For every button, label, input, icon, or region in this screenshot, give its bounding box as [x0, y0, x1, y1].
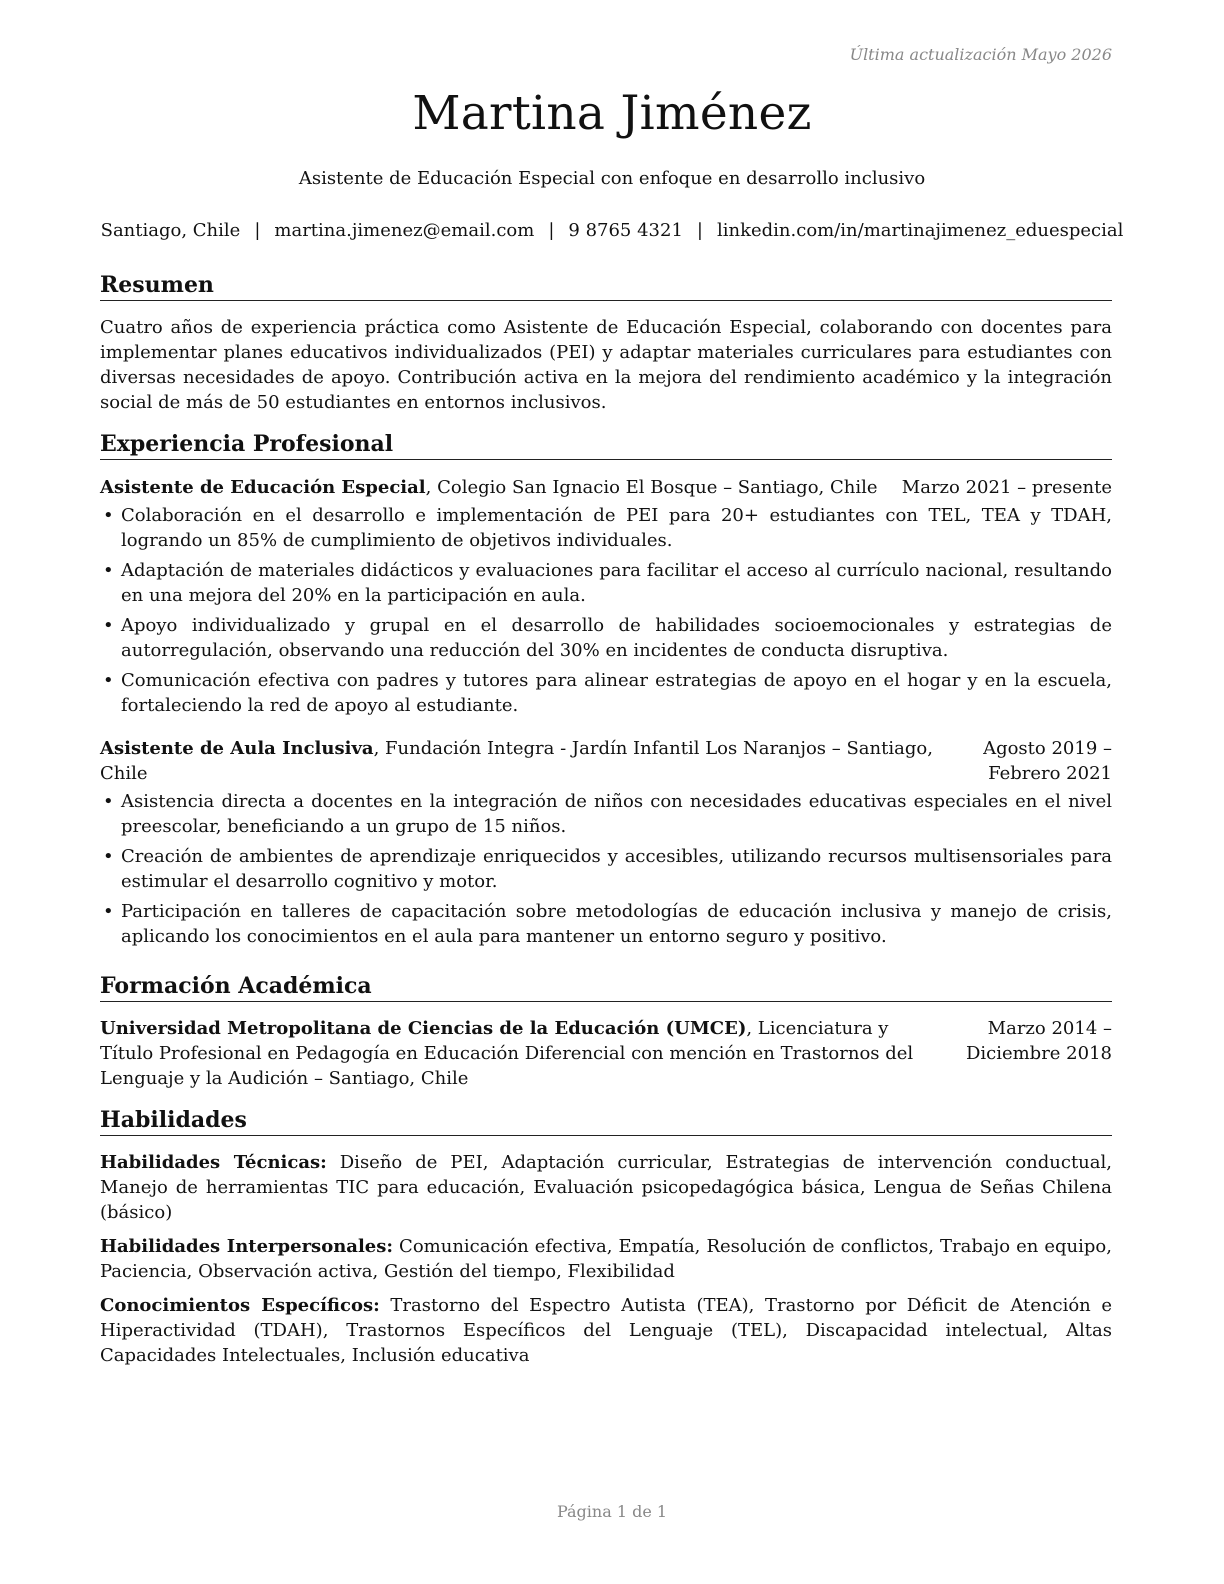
tagline: Asistente de Educación Especial con enfoque en desarrollo inclusivo [298, 168, 926, 189]
bullet-item: • Colaboración en el desarrollo e implementación de PEI para 20+ estudiantes con TEL, TEA y TDAH, logrando un 85% de cumplimiento de objetivos individuales. [100, 503, 1112, 553]
education-section [100, 972, 1112, 1091]
skill-text: Trastorno del Espectro Autista (TEA), Trastorno por Déficit de Atención e Hiperactividad (TDAH), Trastornos Específicos del Lenguaje (TEL), Discapacidad intelectual, Altas Capacidades Intelectuales, Inclusión educativa [100, 1295, 1112, 1366]
job-org: , Colegio San Ignacio El Bosque – Santiago, Chile [425, 477, 878, 498]
education-entry [100, 1016, 1112, 1091]
job-bullets [100, 789, 1112, 949]
job-dates: Agosto 2019 – Febrero 2021 [983, 738, 1112, 784]
skill-group [100, 1150, 1112, 1225]
job-org: , Fundación Integra - Jardín Infantil Los Naranjos – Santiago, Chile [100, 738, 933, 784]
job-header [100, 736, 1112, 786]
separator: | [254, 220, 261, 241]
bullet-item: • Creación de ambientes de aprendizaje enriquecidos y accesibles, utilizando recursos multisensoriales para estimular el desarrollo cognitivo y motor. [100, 844, 1112, 894]
job-title-line [100, 736, 940, 786]
job-dates: Marzo 2021 – presente [901, 477, 1112, 498]
bullet-item: • Participación en talleres de capacitación sobre metodologías de educación inclusiva y manejo de crisis, aplicando los conocimientos en el aula para mantener un entorno seguro y positivo. [100, 899, 1112, 949]
education-line [100, 1016, 930, 1091]
contact-linkedin[interactable]: linkedin.com/in/martinajimenez_eduespecial [716, 220, 1124, 241]
contact-phone: 9 8765 4321 [568, 220, 683, 241]
education-dates: Marzo 2014 – Diciembre 2018 [965, 1018, 1112, 1064]
skill-text: Comunicación efectiva, Empatía, Resolución de conflictos, Trabajo en equipo, Paciencia, Observación activa, Gestión del tiempo, Flexibilidad [100, 1236, 1112, 1282]
job-role: Asistente de Aula Inclusiva [100, 738, 374, 759]
bullet-item: • Adaptación de materiales didácticos y evaluaciones para facilitar el acceso al currículo nacional, resultando en una mejora del 20% en la participación en aula. [100, 558, 1112, 608]
job-entry [100, 475, 1112, 718]
section-title-skills: Habilidades [100, 1106, 1112, 1136]
skills-section [100, 1106, 1112, 1377]
job-title-line [100, 475, 878, 500]
section-title-experience: Experiencia Profesional [100, 430, 1112, 460]
skill-group [100, 1234, 1112, 1284]
bullet-item: • Asistencia directa a docentes en la integración de niños con necesidades educativas especiales en el nivel preescolar, beneficiando a un grupo de 15 niños. [100, 789, 1112, 839]
section-title-education: Formación Académica [100, 972, 1112, 1002]
job-entry [100, 736, 1112, 949]
contact-location: Santiago, Chile [100, 220, 241, 241]
contact-line [0, 220, 1224, 241]
skill-label: Conocimientos Específicos: [100, 1295, 380, 1316]
page-footer: Página 1 de 1 [556, 1502, 668, 1521]
experience-section [100, 430, 1112, 954]
job-bullets [100, 503, 1112, 718]
last-updated: Última actualización Mayo 2026 [849, 45, 1112, 64]
summary-section [100, 271, 1112, 415]
skill-label: Habilidades Técnicas: [100, 1152, 327, 1173]
bullet-item: • Comunicación efectiva con padres y tutores para alinear estrategias de apoyo en el hogar y en la escuela, fortaleciendo la red de apoyo al estudiante. [100, 668, 1112, 718]
separator: | [696, 220, 703, 241]
skill-label: Habilidades Interpersonales: [100, 1236, 394, 1257]
summary-text: Cuatro años de experiencia práctica como Asistente de Educación Especial, colaborando con docentes para implementar planes educativos individualizados (PEI) y adaptar materiales curriculares para estudiantes con diversas necesidades de apoyo. Contribución activa en la mejora del rendimiento académico y la integración social de más de 50 estudiantes en entornos inclusivos. [100, 317, 1112, 413]
bullet-item: • Apoyo individualizado y grupal en el desarrollo de habilidades socioemocionales y estrategias de autorregulación, observando una reducción del 30% en incidentes de conducta disruptiva. [100, 613, 1112, 663]
candidate-name: Martina Jiménez [412, 86, 812, 141]
section-title-summary: Resumen [100, 271, 1112, 301]
separator: | [548, 220, 555, 241]
contact-email[interactable]: martina.jimenez@email.com [274, 220, 535, 241]
skill-group [100, 1293, 1112, 1368]
education-institution: Universidad Metropolitana de Ciencias de la Educación (UMCE) [100, 1018, 747, 1039]
skill-text: Diseño de PEI, Adaptación curricular, Estrategias de intervención conductual, Manejo de herramientas TIC para educación, Evaluación psicopedagógica básica, Lengua de Señas Chilena (básico) [100, 1152, 1112, 1223]
job-role: Asistente de Educación Especial [100, 477, 426, 498]
job-header [100, 475, 1112, 500]
education-degree: , Licenciatura y Título Profesional en Pedagogía en Educación Diferencial con mención en Trastornos del Lenguaje y la Audición – Santiago, Chile [100, 1018, 914, 1089]
